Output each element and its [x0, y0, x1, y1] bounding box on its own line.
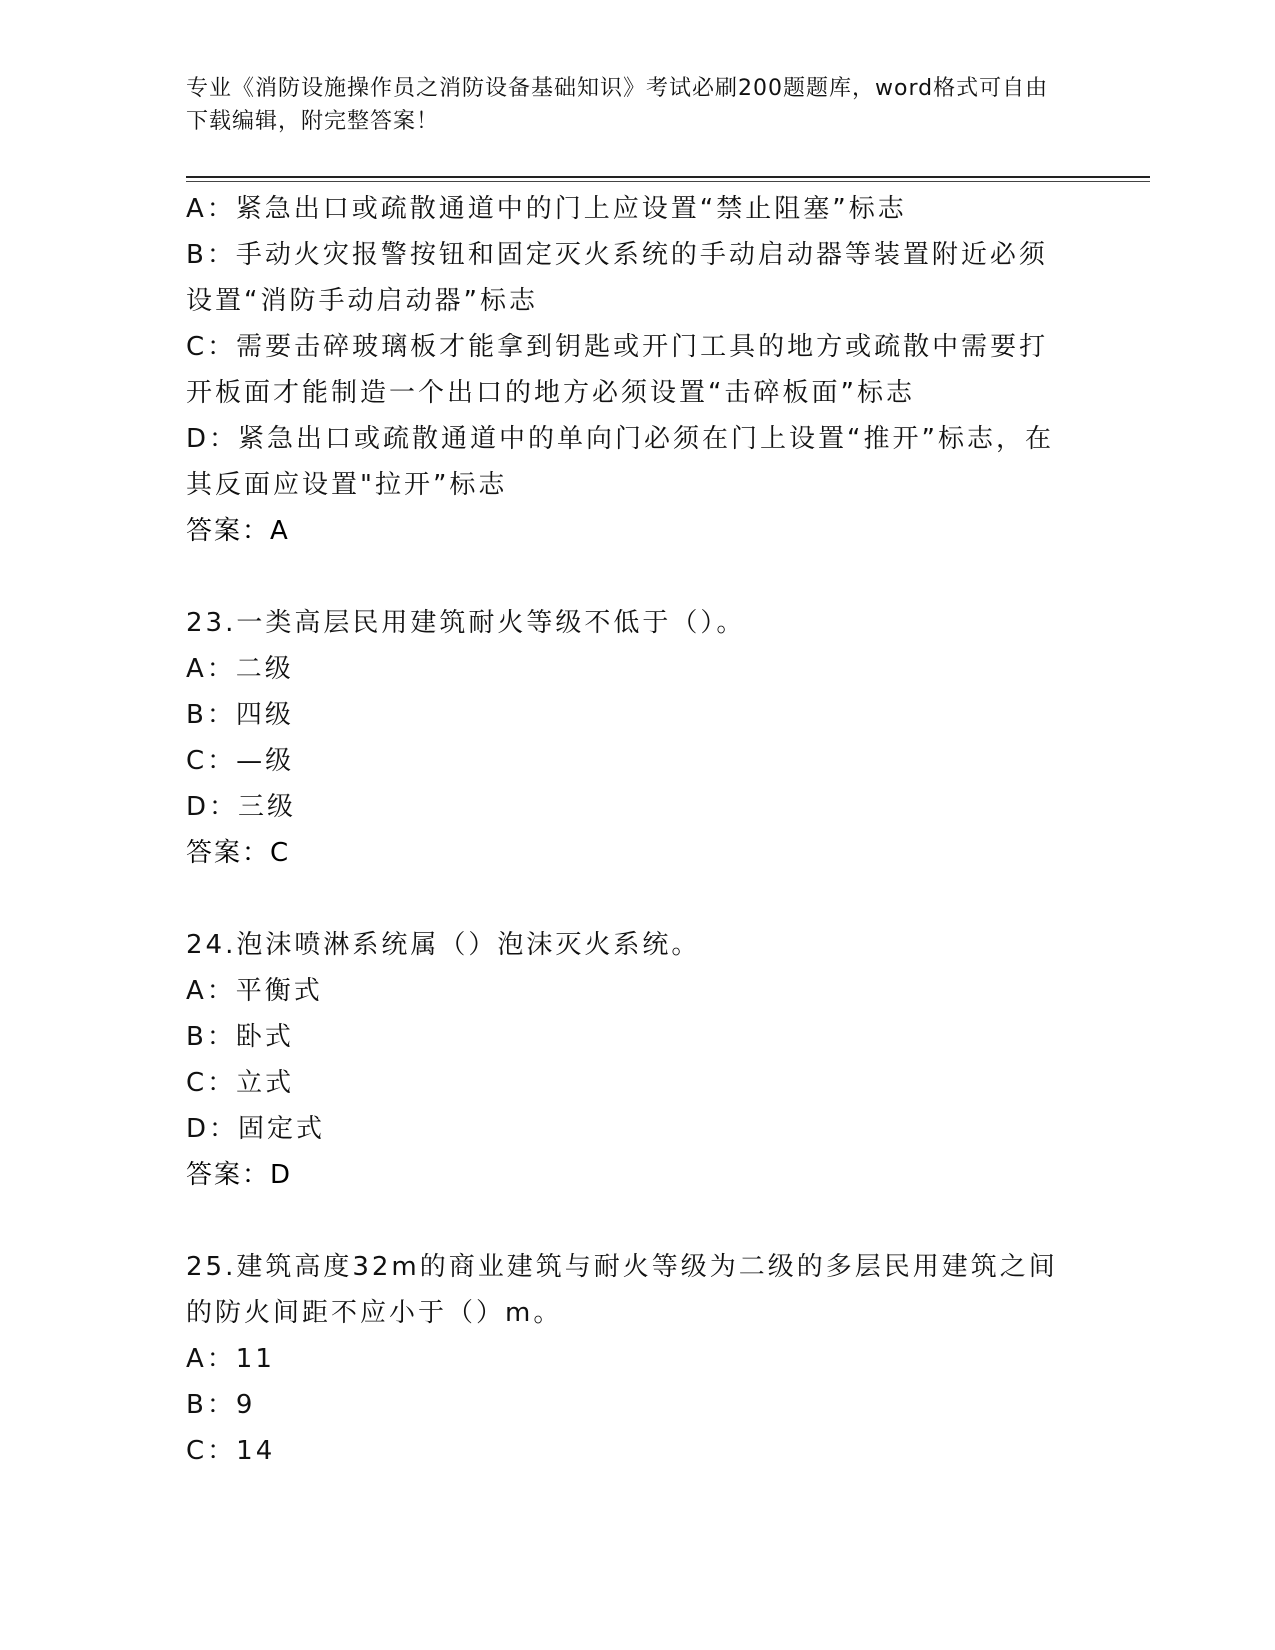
- spacer: [186, 876, 1066, 922]
- option-c: C：需要击碎玻璃板才能拿到钥匙或开门工具的地方或疏散中需要打开板面才能制造一个出口的地方必须设置“击碎板面”标志: [186, 332, 1049, 408]
- option-a: A：11: [186, 1344, 275, 1374]
- option-d: D：固定式: [186, 1114, 326, 1144]
- spacer: [186, 554, 1066, 600]
- document-header: 专业《消防设施操作员之消防设备基础知识》考试必刷200题题库，word格式可自由下载编辑，附完整答案！: [186, 76, 1049, 134]
- question-text: 24.泡沫喷淋系统属（）泡沫灭火系统。: [186, 930, 701, 960]
- option-b: B：卧式: [186, 1022, 294, 1052]
- header-divider-thick: [186, 176, 1150, 178]
- answer-line: 答案：C: [186, 838, 291, 868]
- option-b: B：四级: [186, 700, 294, 730]
- option-c: C：—级: [186, 746, 295, 776]
- answer-line: 答案：A: [186, 516, 290, 546]
- question-23-block: [186, 600, 1066, 876]
- option-b: B：手动火灾报警按钮和固定灭火系统的手动启动器等装置附近必须设置“消防手动启动器”标志: [186, 240, 1048, 316]
- spacer: [186, 1198, 1066, 1244]
- question-24-block: [186, 922, 1066, 1198]
- answer-line: 答案：D: [186, 1160, 293, 1190]
- option-a: A：二级: [186, 654, 294, 684]
- option-a: A：紧急出口或疏散通道中的门上应设置“禁止阻塞”标志: [186, 194, 907, 224]
- option-d: D：紧急出口或疏散通道中的单向门必须在门上设置“推开”标志，在其反面应设置"拉开”标志: [186, 424, 1054, 500]
- question-list: [186, 186, 1066, 1474]
- option-c: C：立式: [186, 1068, 295, 1098]
- option-b: B：9: [186, 1390, 256, 1420]
- question-text: 25.建筑高度32m的商业建筑与耐火等级为二级的多层民用建筑之间的防火间距不应小于（）m。: [186, 1252, 1058, 1328]
- question-25-block: [186, 1244, 1066, 1474]
- option-a: A：平衡式: [186, 976, 323, 1006]
- option-c: C：14: [186, 1436, 276, 1466]
- option-d: D：三级: [186, 792, 297, 822]
- question-22-block: [186, 186, 1066, 554]
- header-divider-thin: [186, 181, 1150, 182]
- question-text: 23.一类高层民用建筑耐火等级不低于（）。: [186, 608, 746, 638]
